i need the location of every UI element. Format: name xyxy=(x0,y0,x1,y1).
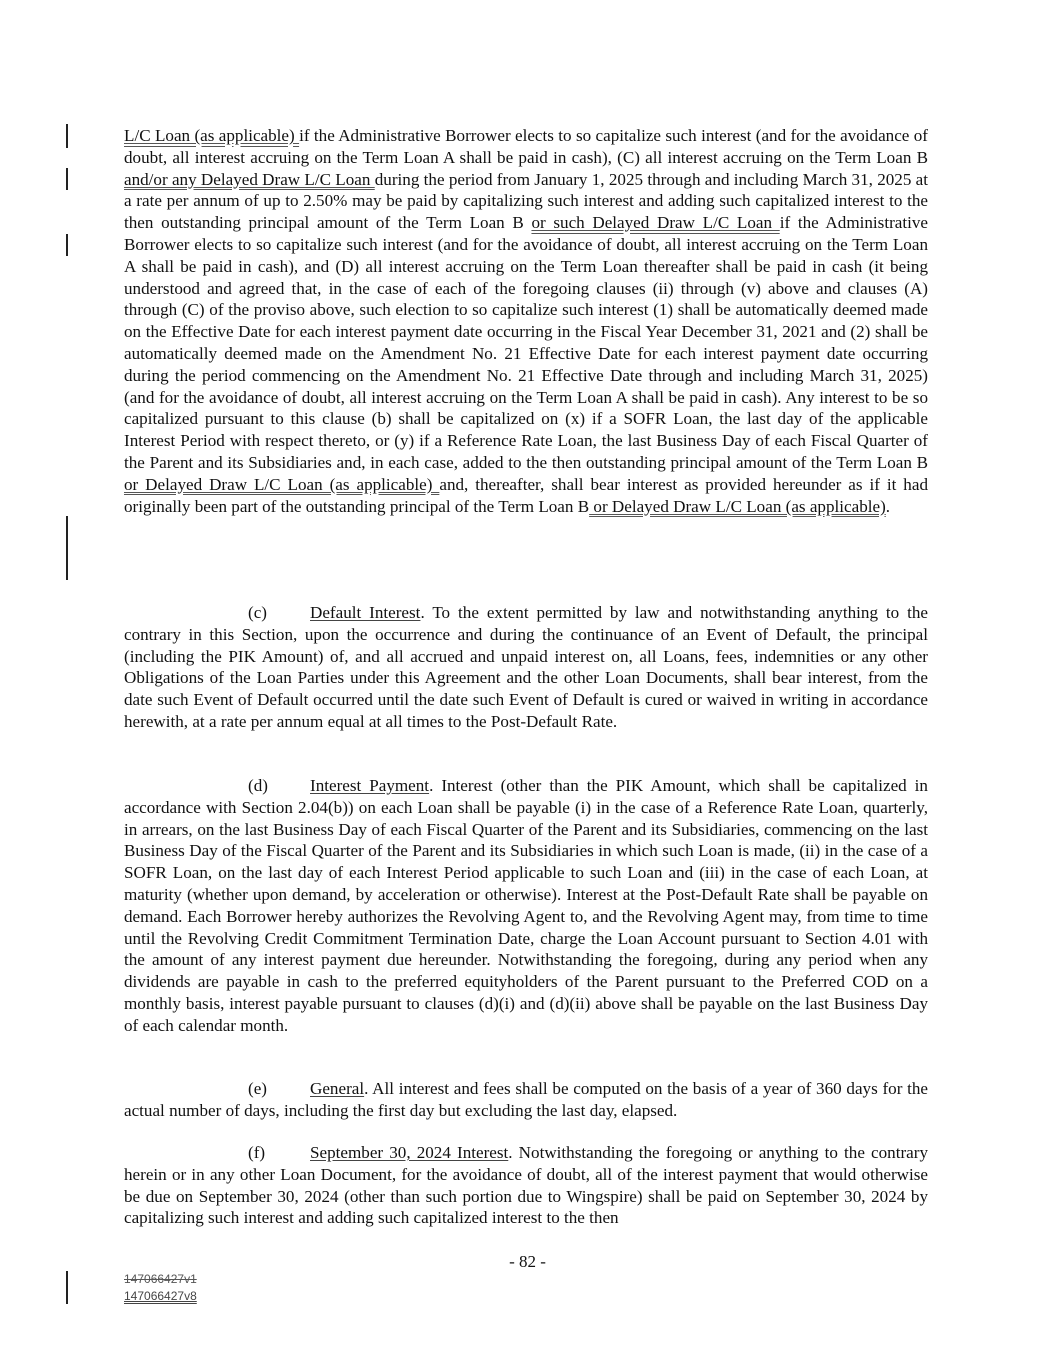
paragraph-heading: Default Interest xyxy=(310,603,421,622)
paragraph-text: . xyxy=(885,496,891,516)
inserted-text: L/C Loan (as applicable) xyxy=(124,126,300,145)
change-bar xyxy=(66,124,68,148)
change-bar xyxy=(66,168,68,190)
paragraph-text: . All interest and fees shall be computed on the basis of a year of 360 days for the actual number of days, including the first day but excluding the last day, elapsed. xyxy=(124,1079,928,1120)
inserted-text: or Delayed Draw L/C Loan (as applicable) xyxy=(589,496,886,516)
paragraph-e xyxy=(124,1078,928,1122)
paragraph-f xyxy=(124,1142,928,1229)
paragraph-text: if the Administrative Borrower elects to so capitalize such interest (and for the avoidance of doubt, all interest accruing on the Term Loan A shall be paid in cash), (C) all interest accruing on the Term Loan B xyxy=(124,126,928,167)
deleted-doc-id: 147066427v1 xyxy=(124,1272,197,1286)
change-bar xyxy=(66,234,68,256)
paragraph-c xyxy=(124,602,928,733)
paragraph-heading: Interest Payment xyxy=(310,776,430,795)
inserted-doc-id: 147066427v8 xyxy=(124,1289,197,1303)
inserted-text: or such Delayed Draw L/C Loan xyxy=(531,213,780,233)
paragraph-label: (c) xyxy=(248,603,267,622)
paragraph-text: . Notwithstanding the foregoing or anything to the contrary herein or in any other Loan Document, for the avoidance of doubt, all of the interest payment that would otherwise be due on September 30, 2024 (other than such portion due to Wingspire) shall be paid on September 30, 2024 by capitalizing such interest and adding such capitalized interest to the then xyxy=(124,1143,928,1228)
paragraph-text: during the period from January 1, 2025 through and including March 31, 2025 at a rate per annum of up to 2.50% may be paid by capitalizing such interest and adding such capitalized interest to the then outstanding principal amount of the Term Loan B xyxy=(124,169,929,233)
paragraph-text: . Interest (other than the PIK Amount, which shall be capitalized in accordance with Section 2.04(b)) on each Loan shall be payable (i) in the case of a Reference Rate Loan, quarterly, in arrears, on the last Business Day of each Fiscal Quarter of the Parent and its Subsidiaries, commencing on the last Business Day of the Fiscal Quarter of the Parent and its Subsidiaries in which such Loan is made, (ii) in the case of a SOFR Loan, on the last day of each Interest Period applicable to such Loan and (iii) in the case of each Loan, at maturity (whether upon demand, by acceleration or otherwise). Interest at the Post-Default Rate shall be payable on demand. Each Borrower hereby authorizes the Revolving Agent to, and the Revolving Agent may, from time to time until the Revolving Credit Commitment Termination Date, charge the Loan Account pursuant to Section 4.01 with the amount of any interest payment due hereunder. Notwithstanding the foregoing, during any period when any dividends are payable in cash to the preferred equityholders of the Parent pursuant to the Preferred COD on a monthly basis, interest payable pursuant to clauses (d)(i) and (d)(ii) above shall be payable on the last Business Day of each calendar month. xyxy=(124,776,928,1035)
paragraph-label: (e) xyxy=(248,1079,267,1098)
paragraph-text: and, thereafter, shall bear interest as provided hereunder as if it had originally been part of the outstanding principal of the Term Loan B xyxy=(124,474,928,516)
change-bar xyxy=(66,1271,68,1304)
paragraph-b-continuation xyxy=(124,125,928,517)
inserted-text: or Delayed Draw L/C Loan (as applicable) xyxy=(124,474,440,494)
paragraph-heading: General xyxy=(310,1079,365,1098)
page-number: - 82 - xyxy=(509,1252,546,1271)
paragraph-label: (d) xyxy=(248,776,268,795)
change-bar xyxy=(66,516,68,580)
paragraph-text: . To the extent permitted by law and notwithstanding anything to the contrary in this Section, upon the occurrence and during the continuance of an Event of Default, the principal (including the PIK Amount) of, and all accrued and unpaid interest on, all Loans, fees, indemnities or any other Obligations of the Loan Parties under this Agreement and the other Loan Documents, shall bear interest, from the date such Event of Default occurred until the date such Event of Default is cured or waived in writing in accordance herewith, at a rate per annum equal at all times to the Post-Default Rate. xyxy=(124,603,928,731)
inserted-text: and/or any Delayed Draw L/C Loan xyxy=(124,169,375,189)
paragraph-text: if the Administrative Borrower elects to so capitalize such interest (and for the avoidance of doubt, all interest accruing on the Term Loan A shall be paid in cash), and (D) all interest accruing on the Term Loan thereafter shall be paid in cash (it being understood and agreed that, in the case of each of the foregoing clauses (ii) through (v) above and clauses (A) through (C) of the proviso above, such election to so capitalize such interest (1) shall be automatically deemed made on the Effective Date for each interest payment date occurring in the Fiscal Year December 31, 2021 and (2) shall be automatically deemed made on the Amendment No. 21 Effective Date for each interest payment date occurring during the period commencing on the Amendment No. 21 Effective Date through and including March 31, 2025) (and for the avoidance of doubt, all interest accruing on the Term Loan A shall be paid in cash). Any interest to be so capitalized pursuant to this clause (b) shall be capitalized on (x) if a SOFR Loan, the last day of the applicable Interest Period with respect thereto, or (y) if a Reference Rate Loan, the last Business Day of each Fiscal Quarter of the Parent and its Subsidiaries and, in each case, added to the then outstanding principal amount of the Term Loan B xyxy=(124,213,928,472)
paragraph-d xyxy=(124,775,928,1037)
paragraph-heading: September 30, 2024 Interest xyxy=(310,1143,509,1162)
paragraph-label: (f) xyxy=(248,1143,266,1162)
